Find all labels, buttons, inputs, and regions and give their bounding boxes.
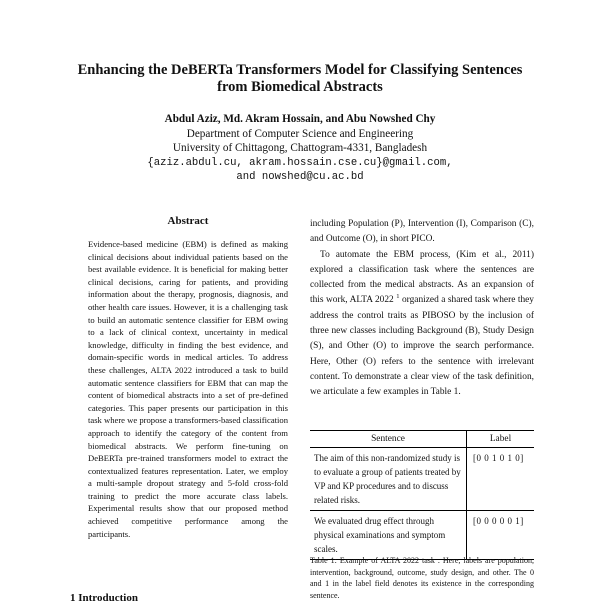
footnote-marker: 1 bbox=[396, 293, 400, 301]
title-line-2: from Biomedical Abstracts bbox=[217, 79, 383, 95]
table-header-label: Label bbox=[467, 431, 535, 448]
table-cell-label: [0 0 0 0 0 1] bbox=[467, 511, 535, 560]
intro-paragraph-1: including Population (P), Intervention (I), Comparison (C), and Outcome (O), in short PICO. bbox=[310, 219, 534, 245]
example-table bbox=[310, 430, 534, 560]
table-header-row bbox=[310, 431, 534, 448]
table-header-sentence: Sentence bbox=[310, 431, 467, 448]
intro-paragraph-2-part-b: organized a shared task where they address the control traits as PIBOSO by the inclusion of three new classes including Background (B), Study Design (S), and Other (O) to improve the search performance. Here, Other (O) refers to the sentence with irrelevant content. To demonstrate a clear view of the task definition, we articulate a few examples in Table 1. bbox=[310, 295, 534, 398]
introduction-heading: 1 Introduction bbox=[70, 592, 138, 604]
table-row bbox=[310, 448, 534, 511]
author-block bbox=[60, 112, 540, 185]
department: Department of Computer Science and Engineering bbox=[186, 127, 414, 140]
title-line-1: Enhancing the DeBERTa Transformers Model for Classifying Sentences bbox=[77, 62, 523, 78]
table-cell-sentence: We evaluated drug effect through physical examinations and symptom scales. bbox=[310, 511, 467, 560]
intro-paragraph-2 bbox=[310, 248, 534, 401]
table-cell-sentence: The aim of this non-randomized study is to evaluate a group of patients treated by VP and KP procedures and to discuss related risks. bbox=[310, 448, 467, 511]
right-column-body bbox=[310, 217, 534, 401]
table-cell-label: [0 0 1 0 1 0] bbox=[467, 448, 535, 511]
paper-title bbox=[60, 62, 540, 96]
abstract-text: Evidence-based medicine (EBM) is defined as making clinical decisions about individual patients based on the best available evidence. It is beneficial for making better clinical decisions, caring for patients, and providing information about the therapy, prognosis, diagnosis, and other health care issues. However, it is a challenging task to build an automatic sentence classifier for EBM owing to a lack of clinical context, uncertainty in medical knowledge, difficulty in finding the best evidence, and domain-specific words in medical articles. To address these challenges, ALTA 2022 introduced a task to build automatic sentence classifiers for EBM that can map the content of biomedical abstracts into a set of pre-defined categories. This paper presents our participation in this task where we propose a transformers-based classification approach to identify the category of the content from biomedical abstracts. We perform fine-tuning on DeBERTa pre-trained transformers model to extract the contextualized features representation. Later, we employ a multi-sample dropout strategy and 5-fold cross-fold training to predict the more accurate class labels. Experimental results show that our proposed method achieved competitive performance among the participants. bbox=[88, 239, 288, 539]
email-line-1: {aziz.abdul.cu, akram.hossain.cse.cu}@gmail.com, bbox=[147, 156, 453, 169]
abstract-heading: Abstract bbox=[167, 215, 209, 227]
university: University of Chittagong, Chattogram-4331, Bangladesh bbox=[172, 142, 428, 154]
author-names: Abdul Aziz, Md. Akram Hossain, and Abu Nowshed Chy bbox=[164, 113, 436, 125]
table-caption: Table 1: Example of ALTA 2022 task . Here, labels are population, intervention, background, outcome, study design, and other. The 0 and 1 in the label field denotes its existence in the corresponding sentence. bbox=[310, 556, 534, 600]
intro-paragraph-2-part-a: To automate the EBM process, (Kim et al., 2011) explored a classification task where the sentences are collected from the medical abstracts. As an expansion of this work, ALTA 2022 bbox=[310, 249, 534, 306]
email-line-2: and nowshed@cu.ac.bd bbox=[236, 171, 364, 183]
table-row bbox=[310, 511, 534, 560]
